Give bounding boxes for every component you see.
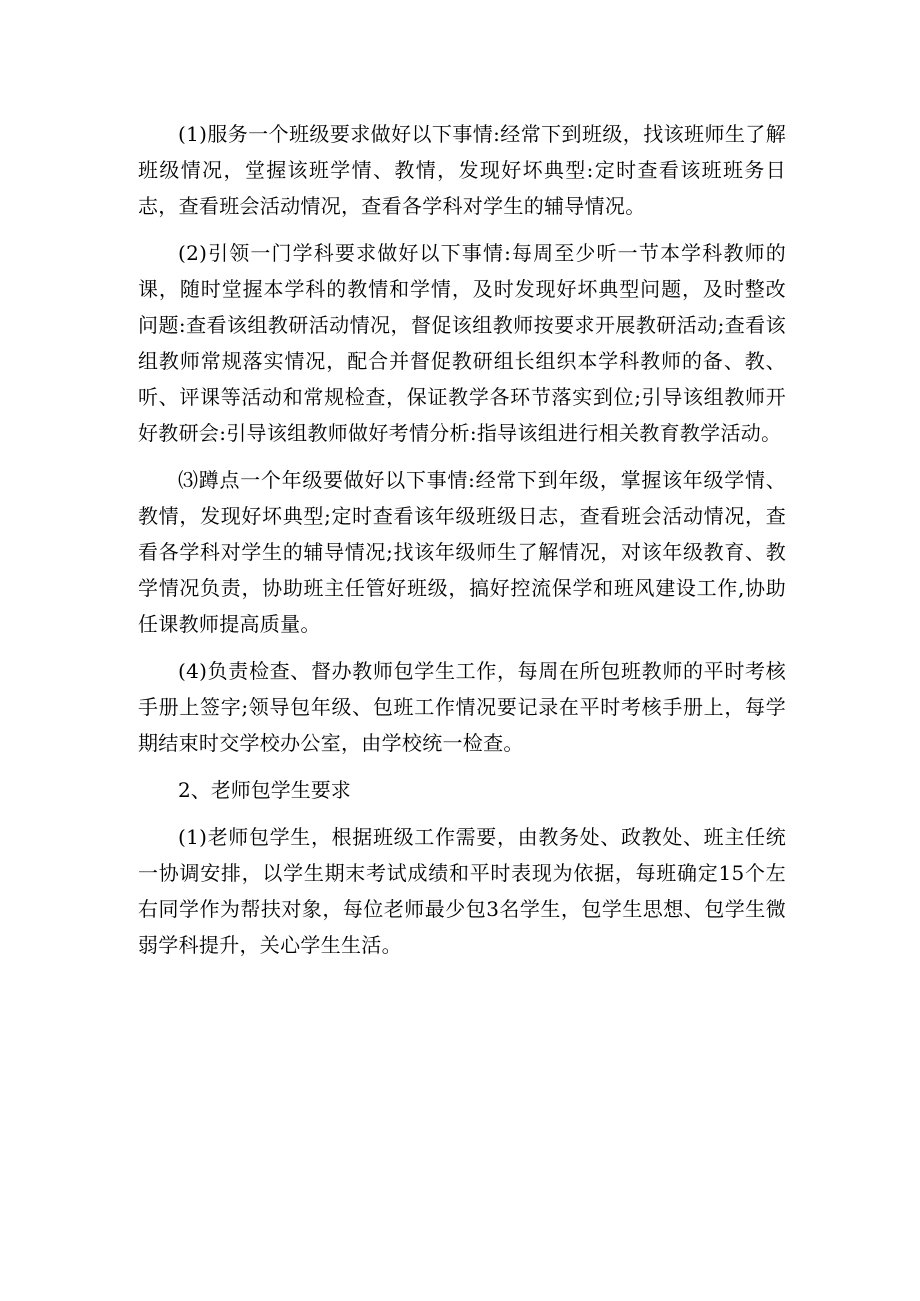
document-body xyxy=(138,116,786,974)
section-paragraph-1: (1)老师包学生，根据班级工作需要，由教务处、政教处、班主任统一协调安排，以学生期末考试成绩和平时表现为依据，每班确定15个左右同学作为帮扶对象，每位老师最少包3名学生，包学生思想、包学生微弱学科提升，关心学生生活。 xyxy=(138,825,786,957)
paragraph-3: ⑶蹲点一个年级要做好以下事情:经常下到年级，掌握该年级学情、教情，发现好坏典型;定时查看该年级班级日志，查看班会活动情况，查看各学科对学生的辅导情况;找该年级师生了解情况，对该年级教育、教学情况负责，协助班主任管好班级，搞好控流保学和班风建设工作,协助任课教师提高质量。 xyxy=(138,468,786,636)
paragraph-2: (2)引领一门学科要求做好以下事情:每周至少听一节本学科教师的课，随时堂握本学科的教情和学情，及时发现好坏典型问题，及时整改问题:查看该组教研活动情况，督促该组教师按要求开展教研活动;查看该组教师常规落实情况，配合并督促教研组长组织本学科教师的备、教、听、评课等活动和常规检查，保证教学各环节落实到位;引导该组教师开好教研会:引导该组教师做好考情分析:指导该组进行相关教育教学活动。 xyxy=(138,241,786,445)
section-heading: 2、老师包学生要求 xyxy=(178,778,351,802)
paragraph-4: (4)负责检查、督办教师包学生工作，每周在所包班教师的平时考核手册上签字;领导包年级、包班工作情况要记录在平时考核手册上，每学期结束时交学校办公室，由学校统一检查。 xyxy=(138,659,786,755)
paragraph-1: (1)服务一个班级要求做好以下事情:经常下到班级，找该班师生了解班级情况，堂握该班学情、教情，发现好坏典型:定时查看该班班务日志，查看班会活动情况，查看各学科对学生的辅导情况。 xyxy=(138,122,786,218)
